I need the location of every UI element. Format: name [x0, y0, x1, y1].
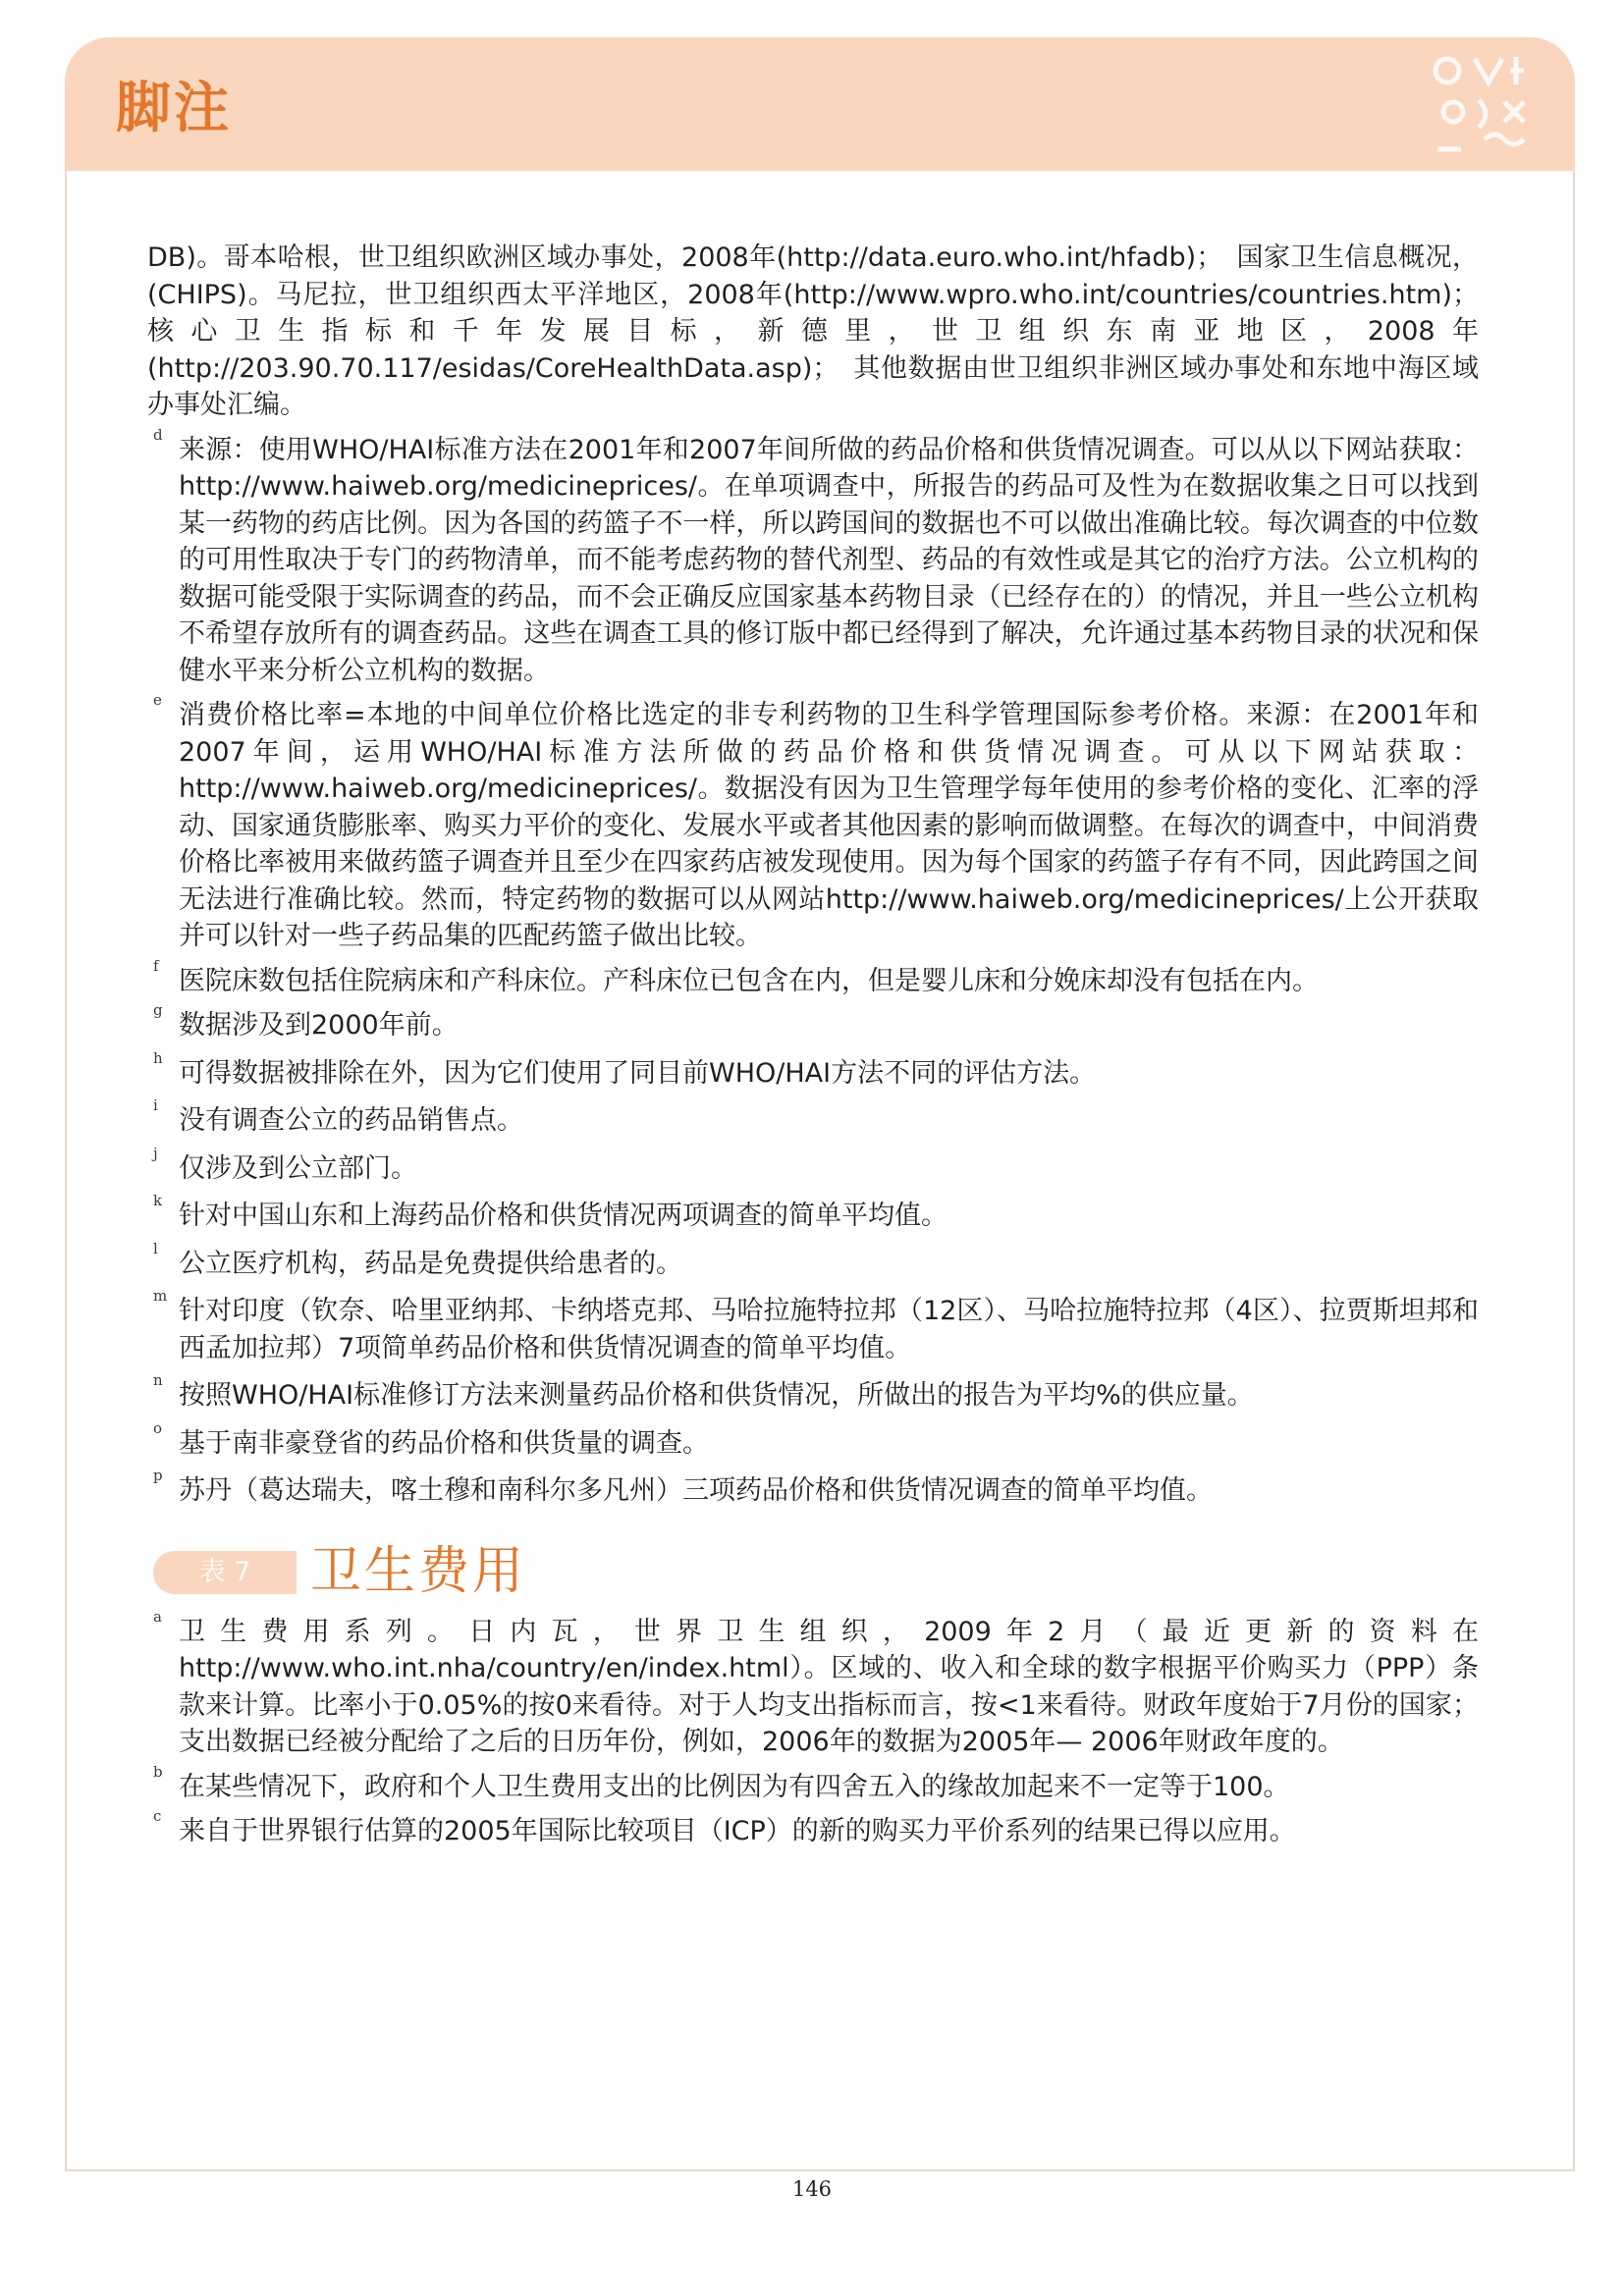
- footnote-mark: m: [153, 1287, 168, 1305]
- page-number: 146: [791, 2177, 833, 2201]
- footnote-mark: o: [153, 1418, 163, 1437]
- section-footnote-c: [147, 1807, 1479, 1850]
- section-footnote-a: [147, 1607, 1479, 1761]
- footnote-text: 数据涉及到2000年前。: [179, 1010, 459, 1041]
- section-heading: [147, 1537, 1479, 1606]
- footnote-text: 消费价格比率=本地的中间单位价格比选定的非专利药物的卫生科学管理国际参考价格。来源：在2001年和2007年间，运用WHO/HAI标准方法所做的药品价格和供货情况调查。可从以下网站获取：http://www.haiweb.org/medicineprices/。数据没有因为卫生管理学每年使用的参考价格的变化、汇率的浮动、国家通货膨胀率、购买力平价的变化、发展水平或者其他因素的影响而做调整。在每次的调查中，中间消费价格比率被用来做药篮子调查并且至少在四家药店被发现使用。因为每个国家的药篮子存有不同，因此跨国之间无法进行准确比较。然而，特定药物的数据可以从网站http://www.haiweb.org/medicineprices/上公开获取并可以针对一些子药品集的匹配药篮子做出比较。: [179, 700, 1479, 951]
- continued-footnote-text: DB)。哥本哈根，世卫组织欧洲区域办事处，2008年(http://data.euro.who.int/hfadb)； 国家卫生信息概况，(CHIPS)。马尼拉，世卫组织西太平洋地区，2008年(http://www.wpro.who.int/countries/countries.htm)；核心卫生指标和千年发展目标，新德里，世卫组织东南亚地区，2008年(http://203.90.70.117/esidas/CoreHealthData.asp)； 其他数据由世卫组织非洲区域办事处和东地中海区域办事处汇编。: [147, 242, 1479, 420]
- footnote-text: 来自于世界银行估算的2005年国际比较项目（ICP）的新的购买力平价系列的结果已得以应用。: [179, 1816, 1296, 1846]
- footnote-j: [147, 1144, 1479, 1188]
- footnote-mark: j: [153, 1144, 158, 1162]
- footnote-n: [147, 1371, 1479, 1415]
- footnote-mark: e: [153, 691, 162, 709]
- section-title: 卫生费用: [310, 1541, 527, 1601]
- footnote-mark: a: [153, 1607, 162, 1626]
- footnote-text: 医院床数包括住院病床和产科床位。产科床位已包含在内，但是婴儿床和分娩床却没有包括在内。: [179, 965, 1319, 996]
- footnote-text: 公立医疗机构，药品是免费提供给患者的。: [179, 1248, 682, 1279]
- footnote-mark: l: [153, 1239, 158, 1257]
- page-title: 脚注: [116, 77, 232, 140]
- footnote-mark: d: [153, 425, 163, 444]
- footnote-text: 没有调查公立的药品销售点。: [179, 1105, 523, 1136]
- footnote-h: [147, 1048, 1479, 1093]
- footnote-g: [147, 1001, 1479, 1044]
- footnote-e: [147, 691, 1479, 955]
- decorative-ornament-icon: [1424, 47, 1542, 165]
- footnote-f: [147, 956, 1479, 1000]
- footnote-text: 卫生费用系列。日内瓦，世界卫生组织，2009年2月（最近更新的资料在http://www.who.int.nha/country/en/index.html）。区域的、收入和全球的数字根据平价购买力（PPP）条款来计算。比率小于0.05%的按0来看待。对于人均支出指标而言，按<1来看待。财政年度始于7月份的国家；支出数据已经被分配给了之后的日历年份，例如，2006年的数据为2005年— 2006年财政年度的。: [179, 1616, 1479, 1757]
- footnote-text: 来源：使用WHO/HAI标准方法在2001年和2007年间所做的药品价格和供货情况调查。可以从以下网站获取：http://www.haiweb.org/medicineprices/。在单项调查中，所报告的药品可及性为在数据收集之日可以找到某一药物的药店比例。因为各国的药篮子不一样，所以跨国间的数据也不可以做出准确比较。每次调查的中位数的可用性取决于专门的药物清单，而不能考虑药物的替代剂型、药品的有效性或是其它的治疗方法。公立机构的数据可能受限于实际调查的药品，而不会正确反应国家基本药物目录（已经存在的）的情况，并且一些公立机构不希望存放所有的调查药品。这些在调查工具的修订版中都已经得到了解决，允许通过基本药物目录的状况和保健水平来分析公立机构的数据。: [179, 434, 1479, 686]
- footnote-p: [147, 1467, 1479, 1510]
- section-footnote-b: [147, 1762, 1479, 1806]
- footnote-l: [147, 1239, 1479, 1283]
- footnote-text: 在某些情况下，政府和个人卫生费用支出的比例因为有四舍五入的缘故加起来不一定等于100。: [179, 1771, 1290, 1802]
- footnote-text: 苏丹（葛达瑞夫，喀土穆和南科尔多凡州）三项药品价格和供货情况调查的简单平均值。: [179, 1475, 1213, 1506]
- footnote-i: [147, 1096, 1479, 1140]
- footnote-mark: n: [153, 1371, 163, 1389]
- footnote-mark: b: [153, 1762, 163, 1781]
- footnote-mark: h: [153, 1048, 163, 1067]
- page-header: [65, 37, 1575, 171]
- footnote-k: [147, 1192, 1479, 1235]
- footnote-mark: c: [153, 1807, 162, 1825]
- footnote-m: [147, 1287, 1479, 1366]
- section-tag: 表 7: [153, 1551, 297, 1594]
- footnote-text: 按照WHO/HAI标准修订方法来测量药品价格和供货情况，所做出的报告为平均%的供应量。: [179, 1380, 1254, 1411]
- footnote-text: 针对中国山东和上海药品价格和供货情况两项调查的简单平均值。: [179, 1201, 947, 1231]
- footnote-text: 仅涉及到公立部门。: [179, 1152, 417, 1184]
- footnote-text: 基于南非豪登省的药品价格和供货量的调查。: [179, 1427, 709, 1459]
- footnote-text: 针对印度（钦奈、哈里亚纳邦、卡纳塔克邦、马哈拉施特拉邦（12区）、马哈拉施特拉邦（4区）、拉贾斯坦邦和西孟加拉邦）7项简单药品价格和供货情况调查的简单平均值。: [179, 1296, 1479, 1363]
- footnote-o: [147, 1418, 1479, 1463]
- footnote-mark: i: [153, 1096, 158, 1114]
- main-content: [147, 240, 1479, 1850]
- footnote-d: [147, 425, 1479, 690]
- footnote-text: 可得数据被排除在外，因为它们使用了同目前WHO/HAI方法不同的评估方法。: [179, 1057, 1097, 1089]
- footnote-mark: k: [153, 1192, 163, 1209]
- footnote-mark: f: [153, 956, 159, 975]
- footnote-mark: p: [153, 1467, 163, 1484]
- footnote-mark: g: [153, 1001, 163, 1019]
